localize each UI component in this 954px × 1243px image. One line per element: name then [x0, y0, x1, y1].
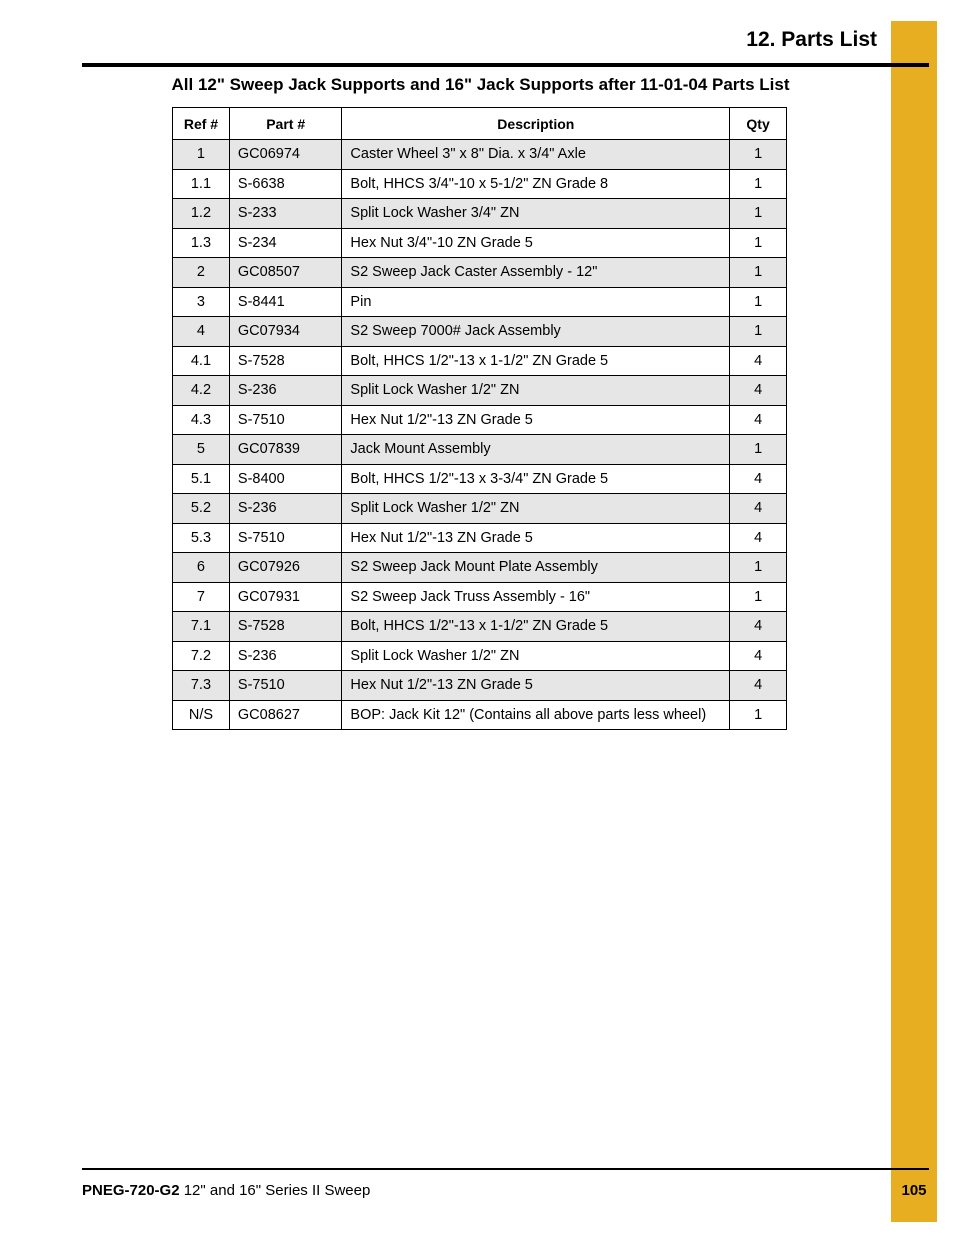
- cell-ref: 7.2: [173, 641, 230, 671]
- cell-qty: 4: [730, 641, 787, 671]
- cell-qty: 4: [730, 523, 787, 553]
- cell-qty: 4: [730, 671, 787, 701]
- footer-rule: [82, 1168, 929, 1170]
- table-row: [173, 169, 787, 199]
- cell-part: S-8400: [229, 464, 342, 494]
- cell-part: S-236: [229, 376, 342, 406]
- table-row: [173, 523, 787, 553]
- cell-part: S-236: [229, 641, 342, 671]
- footer-doc-title: 12" and 16" Series II Sweep: [183, 1182, 371, 1199]
- table-row: [173, 346, 787, 376]
- cell-ref: 6: [173, 553, 230, 583]
- cell-ref: 2: [173, 258, 230, 288]
- cell-ref: 4.2: [173, 376, 230, 406]
- table-row: [173, 287, 787, 317]
- cell-ref: 1.1: [173, 169, 230, 199]
- cell-qty: 1: [730, 140, 787, 170]
- cell-ref: 7: [173, 582, 230, 612]
- cell-qty: 1: [730, 553, 787, 583]
- table-row: [173, 671, 787, 701]
- cell-part: S-236: [229, 494, 342, 524]
- table-row: [173, 700, 787, 730]
- cell-part: S-7528: [229, 612, 342, 642]
- cell-ref: 7.3: [173, 671, 230, 701]
- cell-description: S2 Sweep Jack Truss Assembly - 16": [342, 582, 730, 612]
- cell-qty: 1: [730, 435, 787, 465]
- table-row: [173, 494, 787, 524]
- cell-qty: 4: [730, 376, 787, 406]
- column-header-qty: Qty: [730, 108, 787, 140]
- cell-qty: 1: [730, 169, 787, 199]
- table-row: [173, 258, 787, 288]
- table-row: [173, 405, 787, 435]
- table-body: [173, 140, 787, 730]
- cell-ref: 5: [173, 435, 230, 465]
- cell-qty: 4: [730, 612, 787, 642]
- cell-description: Split Lock Washer 3/4" ZN: [342, 199, 730, 229]
- table-row: [173, 228, 787, 258]
- cell-part: GC06974: [229, 140, 342, 170]
- footer-doc-id: PNEG-720-G2: [82, 1182, 180, 1199]
- table-row: [173, 199, 787, 229]
- table-row: [173, 582, 787, 612]
- header-rule: [82, 63, 929, 67]
- cell-ref: 1.2: [173, 199, 230, 229]
- cell-description: Split Lock Washer 1/2" ZN: [342, 494, 730, 524]
- cell-description: Hex Nut 1/2"-13 ZN Grade 5: [342, 405, 730, 435]
- cell-part: GC08507: [229, 258, 342, 288]
- cell-description: Hex Nut 3/4"-10 ZN Grade 5: [342, 228, 730, 258]
- cell-ref: 5.3: [173, 523, 230, 553]
- cell-ref: 4.3: [173, 405, 230, 435]
- cell-part: GC07931: [229, 582, 342, 612]
- footer-doc-info: [82, 1182, 370, 1199]
- cell-part: S-8441: [229, 287, 342, 317]
- column-header-ref: Ref #: [173, 108, 230, 140]
- table-row: [173, 612, 787, 642]
- cell-qty: 1: [730, 228, 787, 258]
- cell-description: S2 Sweep Jack Mount Plate Assembly: [342, 553, 730, 583]
- parts-table: [172, 107, 787, 730]
- cell-part: S-7528: [229, 346, 342, 376]
- table-row: [173, 435, 787, 465]
- cell-part: S-233: [229, 199, 342, 229]
- cell-ref: 4.1: [173, 346, 230, 376]
- cell-qty: 4: [730, 346, 787, 376]
- cell-description: Bolt, HHCS 1/2"-13 x 1-1/2" ZN Grade 5: [342, 346, 730, 376]
- table-row: [173, 641, 787, 671]
- cell-part: S-7510: [229, 523, 342, 553]
- cell-description: Bolt, HHCS 1/2"-13 x 1-1/2" ZN Grade 5: [342, 612, 730, 642]
- cell-qty: 1: [730, 582, 787, 612]
- table-row: [173, 140, 787, 170]
- cell-description: Pin: [342, 287, 730, 317]
- cell-qty: 1: [730, 317, 787, 347]
- cell-description: Jack Mount Assembly: [342, 435, 730, 465]
- table-row: [173, 553, 787, 583]
- cell-part: S-7510: [229, 671, 342, 701]
- cell-description: Bolt, HHCS 3/4"-10 x 5-1/2" ZN Grade 8: [342, 169, 730, 199]
- cell-part: GC07926: [229, 553, 342, 583]
- table-title: All 12" Sweep Jack Supports and 16" Jack Supports after 11-01-04 Parts List: [171, 75, 790, 94]
- cell-qty: 1: [730, 287, 787, 317]
- cell-description: Hex Nut 1/2"-13 ZN Grade 5: [342, 671, 730, 701]
- cell-ref: 5.2: [173, 494, 230, 524]
- table-row: [173, 464, 787, 494]
- cell-ref: N/S: [173, 700, 230, 730]
- cell-qty: 1: [730, 199, 787, 229]
- cell-qty: 4: [730, 464, 787, 494]
- cell-description: S2 Sweep Jack Caster Assembly - 12": [342, 258, 730, 288]
- cell-part: GC07934: [229, 317, 342, 347]
- cell-ref: 3: [173, 287, 230, 317]
- cell-description: Hex Nut 1/2"-13 ZN Grade 5: [342, 523, 730, 553]
- column-header-part: Part #: [229, 108, 342, 140]
- cell-part: GC08627: [229, 700, 342, 730]
- gold-side-bar: [891, 21, 937, 1222]
- cell-ref: 1: [173, 140, 230, 170]
- page-number: 105: [901, 1182, 927, 1199]
- cell-description: S2 Sweep 7000# Jack Assembly: [342, 317, 730, 347]
- cell-qty: 4: [730, 405, 787, 435]
- cell-description: Caster Wheel 3" x 8" Dia. x 3/4" Axle: [342, 140, 730, 170]
- cell-part: S-7510: [229, 405, 342, 435]
- cell-part: S-234: [229, 228, 342, 258]
- section-title: 12. Parts List: [746, 28, 877, 51]
- cell-ref: 1.3: [173, 228, 230, 258]
- column-header-description: Description: [342, 108, 730, 140]
- cell-qty: 4: [730, 494, 787, 524]
- table-row: [173, 317, 787, 347]
- cell-ref: 4: [173, 317, 230, 347]
- table-header-row: [173, 108, 787, 140]
- cell-description: Split Lock Washer 1/2" ZN: [342, 641, 730, 671]
- cell-description: Split Lock Washer 1/2" ZN: [342, 376, 730, 406]
- cell-ref: 5.1: [173, 464, 230, 494]
- cell-qty: 1: [730, 258, 787, 288]
- cell-part: S-6638: [229, 169, 342, 199]
- cell-part: GC07839: [229, 435, 342, 465]
- cell-qty: 1: [730, 700, 787, 730]
- table-row: [173, 376, 787, 406]
- cell-description: BOP: Jack Kit 12" (Contains all above parts less wheel): [342, 700, 730, 730]
- cell-description: Bolt, HHCS 1/2"-13 x 3-3/4" ZN Grade 5: [342, 464, 730, 494]
- cell-ref: 7.1: [173, 612, 230, 642]
